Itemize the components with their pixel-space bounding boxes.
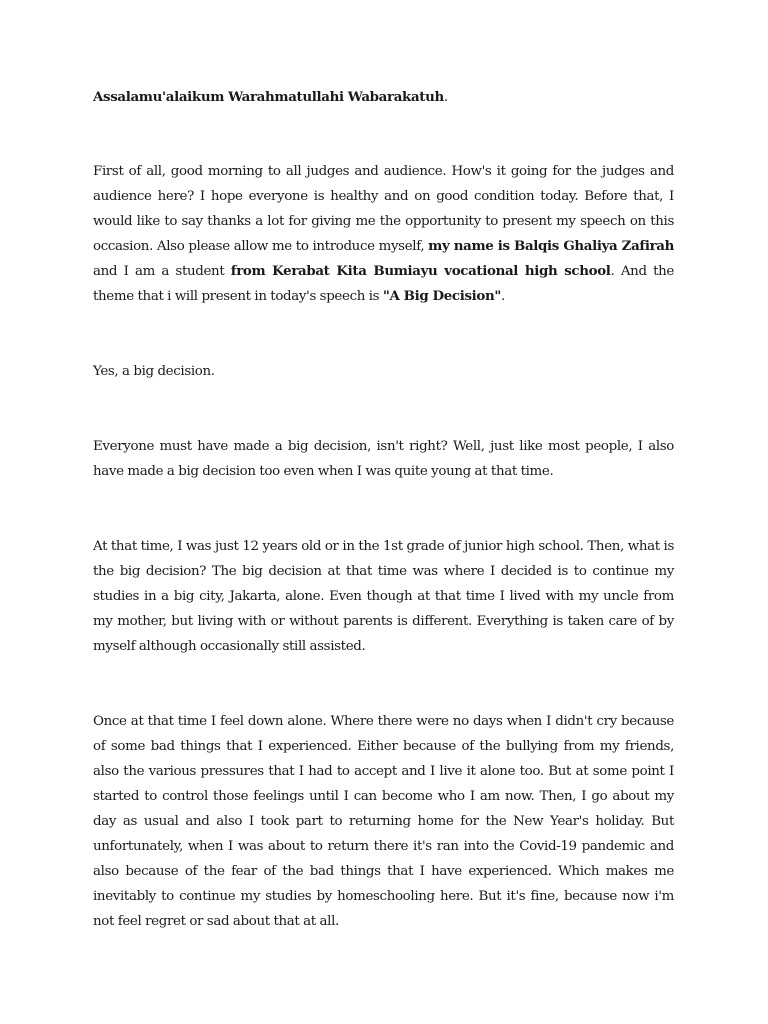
paragraph-at-that-time: At that time, I was just 12 years old or in the 1st grade of junior high school. Then, what is the big decision? The big decision at that time was where I decided is to continue my studies in a big city, Jakarta, alone. Even though at that time I lived with my uncle from my mother, but living with or without parents is different. Everything is taken care of by myself although occasionally still assisted.: [93, 539, 674, 654]
greeting-line: [93, 85, 674, 110]
paragraph-once: Once at that time I feel down alone. Where there were no days when I didn't cry because of some bad things that I experienced. Either because of the bullying from my friends, also the various pressures that I had to accept and I live it alone too. But at some point I started to control those feelings until I can become who I am now. Then, I go about my day as usual and also I took part to returning home for the New Year's holiday. But unfortunately, when I was about to return there it's ran into the Covid-19 pandemic and also because of the fear of the bad things that I have experienced. Which makes me inevitably to continue my studies by homeschooling here. But it's fine, because now i'm not feel regret or sad about that at all.: [93, 714, 674, 929]
greeting-period: .: [443, 90, 448, 105]
opening-text-1: First of all, good morning to all judges and audience. How's it going for the judges and audience here? I hope everyone is healthy and on good condition today. Before that, I would like to say thanks a lot for giving me the opportunity to present my speech on this occasion. Also please allow me to introduce myself,: [93, 164, 674, 254]
yes-line: Yes, a big decision.: [93, 364, 215, 379]
greeting-text: Assalamu'alaikum Warahmatullahi Wabarakatuh: [93, 89, 444, 105]
opening-text-3: . And the theme that i will present in today's speech is: [93, 264, 674, 304]
paragraph-everyone: Everyone must have made a big decision, isn't right? Well, just like most people, I also have made a big decision too even when I was quite young at that time.: [93, 439, 674, 479]
speech-theme: "A Big Decision": [382, 288, 501, 304]
opening-text-2: and I am a student: [93, 264, 231, 279]
speaker-school: from Kerabat Kita Bumiayu vocational high school: [230, 263, 611, 279]
opening-paragraph: [93, 159, 674, 309]
opening-text-4: .: [500, 289, 505, 304]
speaker-name: my name is Balqis Ghaliya Zafirah: [428, 238, 674, 254]
